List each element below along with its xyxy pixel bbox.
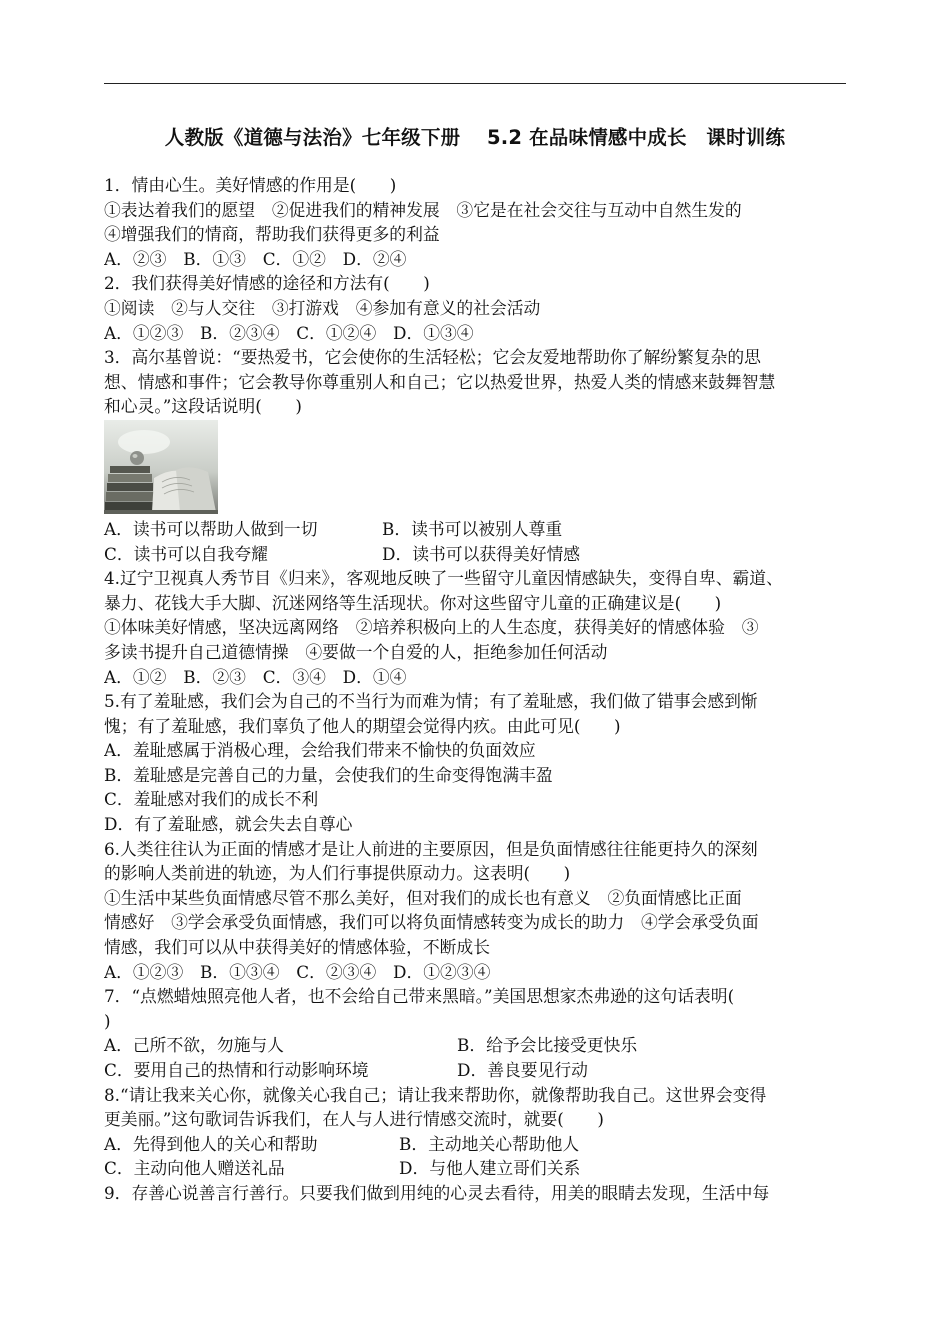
option-c: C．主动向他人赠送礼品: [104, 1158, 285, 1179]
option-a: A．己所不欲，勿施与人: [104, 1035, 284, 1056]
option-a: A．先得到他人的关心和帮助: [104, 1133, 318, 1154]
text-line: B．羞耻感是完善自己的力量，会使我们的生命变得饱满丰盈: [104, 764, 553, 785]
text-line: ): [104, 1010, 111, 1031]
option-a: A．读书可以帮助人做到一切: [104, 518, 318, 539]
text-line: 多读书提升自己道德情操 ④要做一个自爱的人，拒绝参加任何活动: [104, 641, 608, 662]
option-b: B．读书可以被别人尊重: [382, 518, 563, 539]
text-line: 想、情感和事件；它会教导你尊重别人和自己；它以热爱世界，热爱人类的情感来鼓舞智慧: [104, 371, 776, 392]
text-line: D．有了羞耻感，就会失去自尊心: [104, 814, 353, 835]
books-illustration: [104, 420, 218, 514]
text-line: 的影响人类前进的轨迹，为人们行事提供原动力。这表明( ): [104, 863, 571, 884]
text-line: C．羞耻感对我们的成长不利: [104, 789, 319, 810]
text-line: ①生活中某些负面情感尽管不那么美好，但对我们的成长也有意义 ②负面情感比正面: [104, 887, 742, 908]
text-line: ①阅读 ②与人交往 ③打游戏 ④参加有意义的社会活动: [104, 297, 541, 318]
text-line: A．②③ B．①③ C．①② D．②④: [104, 248, 407, 269]
worksheet-body: [104, 173, 848, 1206]
option-b: B．主动地关心帮助他人: [399, 1133, 580, 1154]
text-line: 暴力、花钱大手大脚、沉迷网络等生活现状。你对这些留守儿童的正确建议是( ): [104, 592, 722, 613]
text-line: 2．我们获得美好情感的途径和方法有( ): [104, 273, 430, 294]
text-line: A．①②③ B．①③④ C．②③④ D．①②③④: [104, 961, 491, 982]
page-title: 人教版《道德与法治》七年级下册 5.2 在品味情感中成长 课时训练: [164, 126, 786, 149]
option-d: D．与他人建立哥们关系: [399, 1158, 581, 1179]
text-line: 和心灵。”这段话说明( ): [104, 396, 302, 417]
option-c: C．要用自己的热情和行动影响环境: [104, 1060, 369, 1080]
text-line: 5.有了羞耻感，我们会为自己的不当行为而难为情；有了羞耻感，我们做了错事会感到惭: [104, 691, 758, 712]
text-line: 1．情由心生。美好情感的作用是( ): [104, 175, 397, 195]
option-row: [104, 1058, 848, 1083]
text-line: ①体味美好情感，坚决远离网络 ②培养积极向上的人生态度，获得美好的情感体验 ③: [104, 617, 759, 638]
text-line: 9．存善心说善言行善行。只要我们做到用纯的心灵去看待，用美的眼睛去发现，生活中每: [104, 1182, 770, 1203]
text-line: ①表达着我们的愿望 ②促进我们的精神发展 ③它是在社会交往与互动中自然生发的: [104, 199, 742, 220]
option-row: [104, 1156, 848, 1181]
text-line: 4.辽宁卫视真人秀节目《归来》，客观地反映了一些留守儿童因情感缺失，变得自卑、霸道、: [104, 568, 783, 589]
text-line: 6.人类往往认为正面的情感才是让人前进的主要原因，但是负面情感往往能更持久的深刻: [104, 838, 758, 859]
option-d: D．善良要见行动: [457, 1060, 588, 1080]
option-d: D．读书可以获得美好情感: [382, 543, 581, 564]
text-line: 8.“请让我来关心你，就像关心我自己；请让我来帮助你，就像帮助我自己。这世界会变得: [104, 1084, 767, 1105]
text-line: 7．“点燃蜡烛照亮他人者，也不会给自己带来黑暗。”美国思想家杰弗逊的这句话表明(: [104, 986, 735, 1007]
option-row: [104, 542, 848, 567]
text-line: ④增强我们的情商，帮助我们获得更多的利益: [104, 224, 440, 245]
option-row: [104, 1132, 848, 1157]
option-row: [104, 1033, 848, 1058]
text-line: 情感好 ③学会承受负面情感，我们可以将负面情感转变为成长的助力 ④学会承受负面: [104, 912, 759, 933]
text-line: A．①②③ B．②③④ C．①②④ D．①③④: [104, 322, 474, 343]
text-line: 情感，我们可以从中获得美好的情感体验，不断成长: [104, 937, 490, 958]
text-line: A．羞耻感属于消极心理，会给我们带来不愉快的负面效应: [104, 740, 536, 761]
text-line: A．①② B．②③ C．③④ D．①④: [104, 666, 407, 687]
text-line: 更美丽。”这句歌词告诉我们，在人与人进行情感交流时，就要( ): [104, 1109, 604, 1130]
option-row: [104, 517, 848, 542]
books-photo: [104, 420, 218, 514]
header-rule: [104, 83, 846, 84]
text-line: 愧；有了羞耻感，我们辜负了他人的期望会觉得内疚。由此可见( ): [104, 715, 621, 736]
option-c: C．读书可以自我夸耀: [104, 543, 268, 564]
text-line: 3．高尔基曾说：“要热爱书，它会使你的生活轻松；它会友爱地帮助你了解纷繁复杂的思: [104, 347, 761, 368]
option-b: B．给予会比接受更快乐: [457, 1035, 638, 1056]
